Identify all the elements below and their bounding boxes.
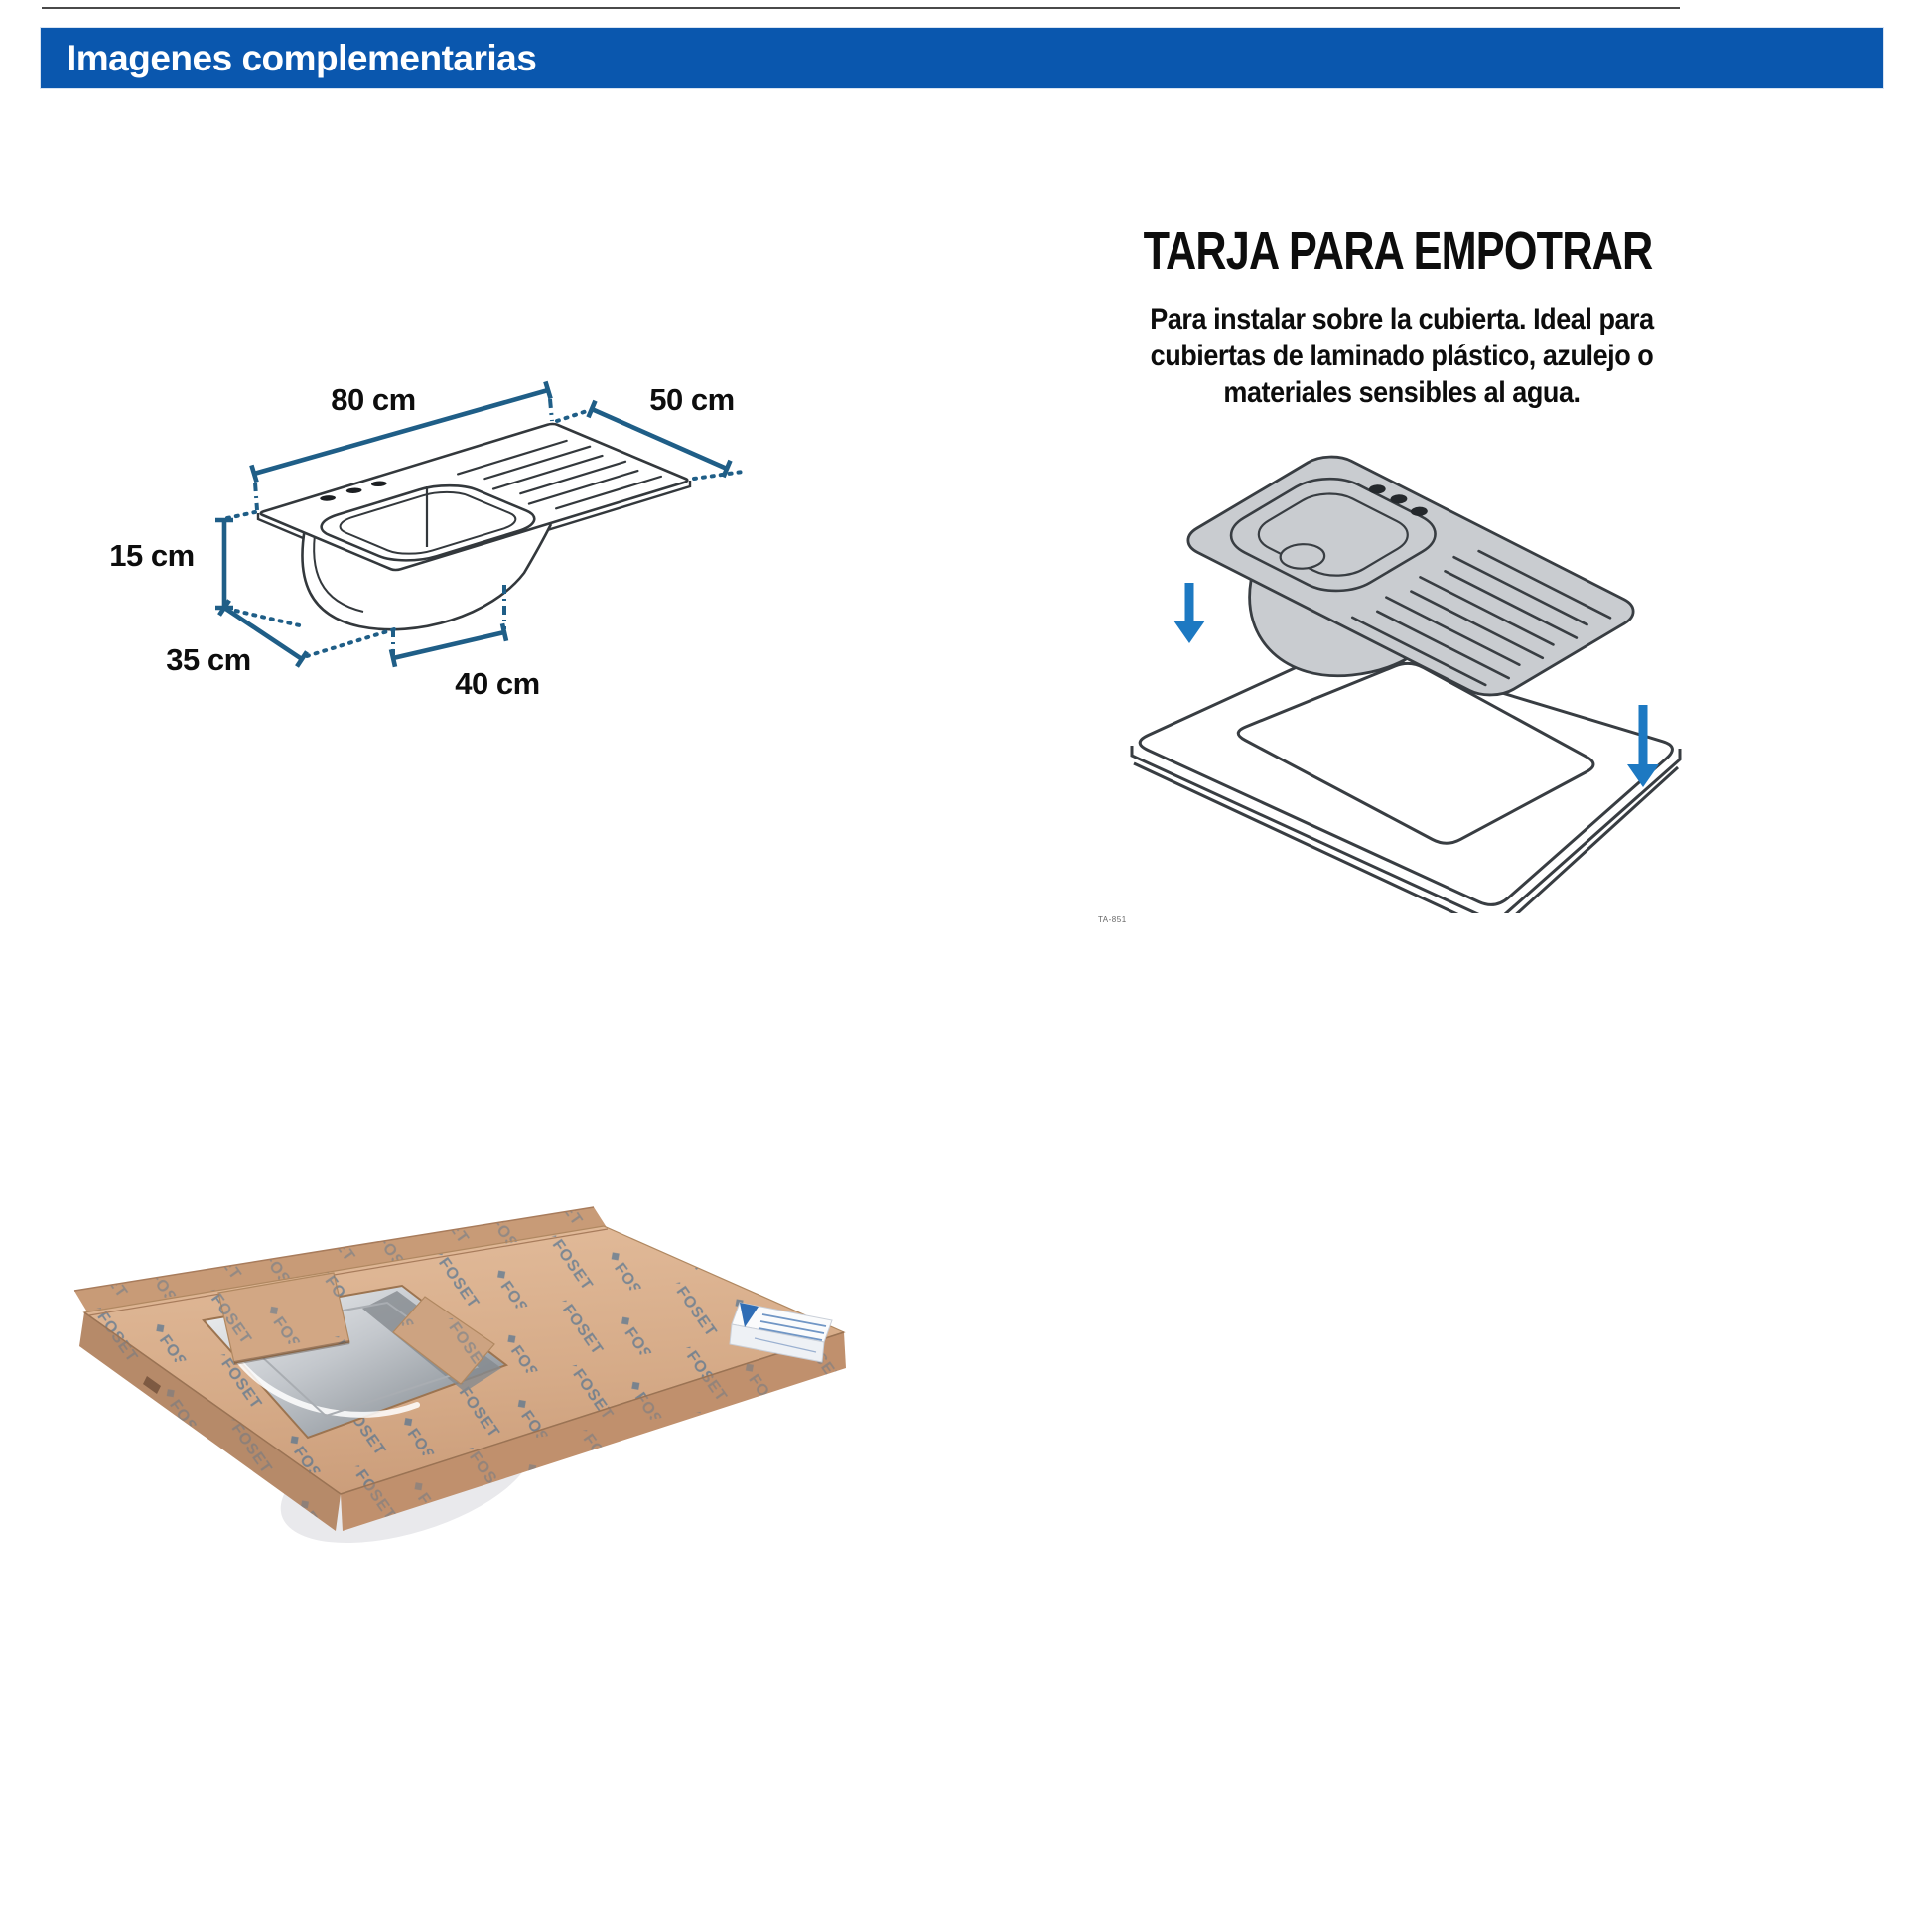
section-header [40, 27, 1884, 89]
drawing-code: TA-851 [1098, 915, 1127, 924]
down-arrow-icon [1173, 583, 1205, 643]
label-height-15cm: 15 cm [109, 538, 195, 573]
section-title: Imagenes complementarias [67, 37, 537, 78]
label-width-80cm: 80 cm [331, 382, 416, 417]
top-divider [42, 7, 1680, 9]
install-panel-title: TARJA PARA EMPOTRAR [1143, 221, 1653, 281]
countertop-outline [1132, 648, 1680, 913]
dimension-diagram [99, 377, 774, 735]
description-line: materiales sensibles al agua. [1223, 376, 1581, 409]
product-photo [60, 1181, 894, 1598]
install-illustration [1092, 417, 1708, 913]
description-line: cubiertas de laminado plástico, azulejo o [1150, 340, 1654, 372]
description-line: Para instalar sobre la cubierta. Ideal para [1150, 303, 1654, 336]
install-panel-description [1099, 301, 1705, 411]
label-basin-depth-35cm: 35 cm [166, 642, 251, 677]
label-depth-50cm: 50 cm [649, 382, 735, 417]
label-basin-width-40cm: 40 cm [455, 666, 540, 701]
